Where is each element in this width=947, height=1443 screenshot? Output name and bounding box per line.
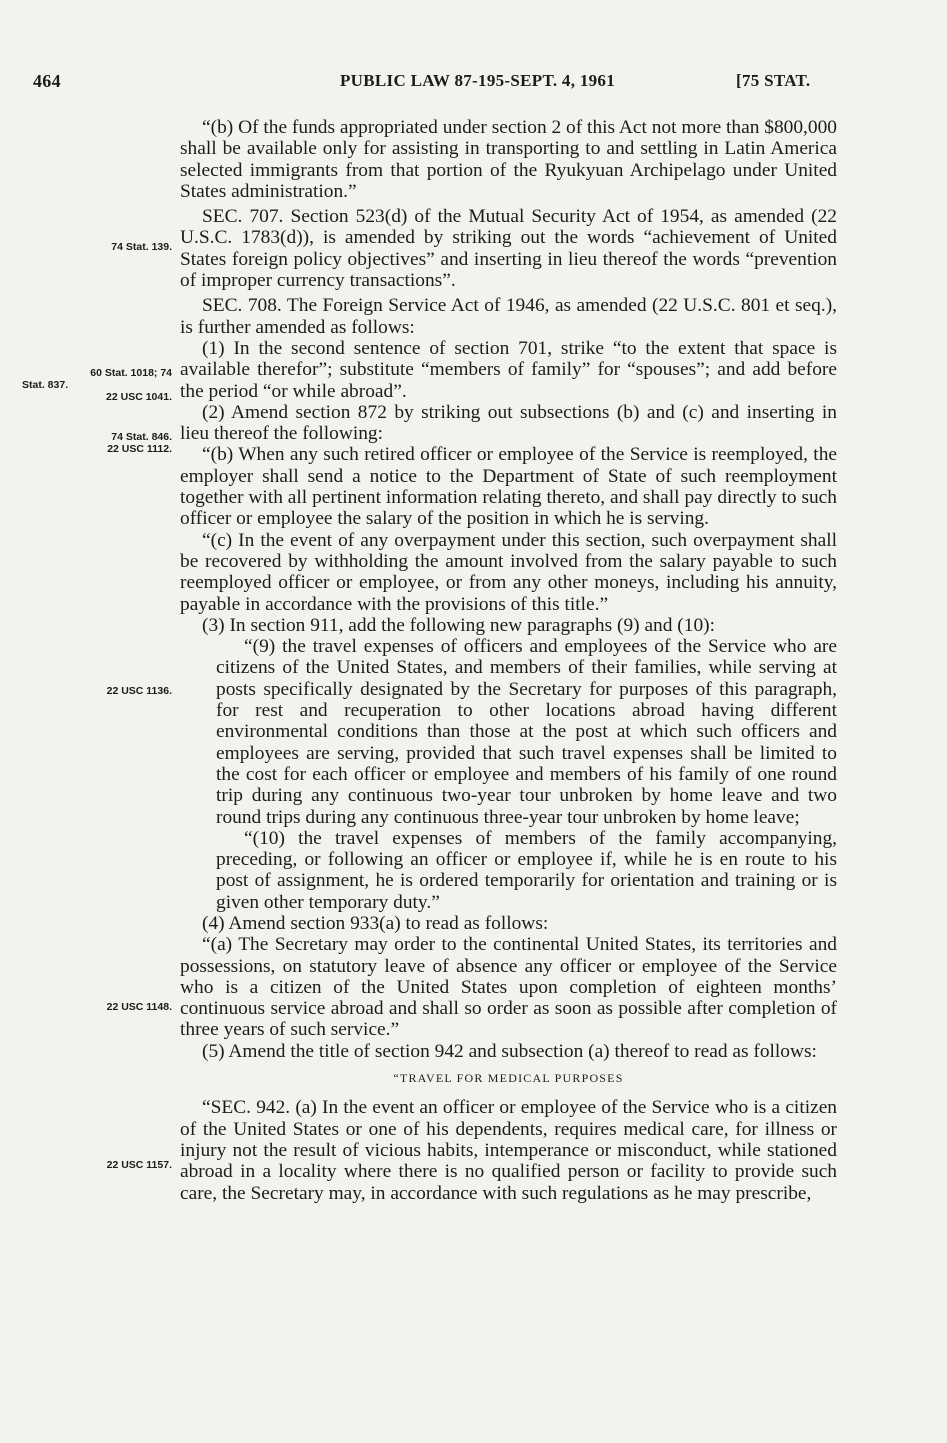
paragraph-amendment-4: (4) Amend section 933(a) to read as follows: [202, 912, 549, 934]
margin-note-line: 22 USC 1157. [106, 1159, 172, 1171]
margin-note-line: 74 Stat. 139. [111, 241, 172, 253]
section-heading: “TRAVEL FOR MEDICAL PURPOSES [393, 1071, 624, 1086]
paragraph-amendment-3: (3) In section 911, add the following new paragraphs (9) and (10): [202, 614, 715, 636]
margin-note [22, 1159, 172, 1171]
paragraph-quote-9: “(9) the travel expenses of officers and employees of the Service who are citizens of the United States, and members of their families, while serving at posts specifically designated by the Secretary for purposes of this paragraph, for rest and recuperation to other locations abroad having different environmental conditions than those at the post at which such officers and employees are serving, provided that such travel expenses shall be limited to the cost for each officer or employee and members of his family of one round trip during any continuous two-year tour unbroken by home leave and two round trips during any continuous three-year tour unbroken by home leave; [216, 636, 837, 828]
margin-note [22, 241, 172, 253]
margin-note-line: 60 Stat. 1018; 74 [90, 367, 172, 379]
paragraph-amendment-2: (2) Amend section 872 by striking out subsections (b) and (c) and inserting in lieu thereof the following: [180, 401, 837, 445]
page-number: 464 [33, 71, 61, 91]
paragraph-quote-b: “(b) When any such retired officer or employee of the Service is reemployed, the employer shall send a notice to the Department of State of such reemployment together with all pertinent information relating thereto, and shall pay directly to such officer or employee the salary of the position in which he is serving. [180, 444, 837, 530]
margin-note-line: 22 USC 1041. [106, 391, 172, 403]
paragraph-quote-10: “(10) the travel expenses of members of the family accompanying, preceding, or following an officer or employee if, while he is en route to his post of assignment, he is ordered temporarily for orientation and training or is given other temporary duty.” [216, 827, 837, 913]
paragraph-quote-c: “(c) In the event of any overpayment under this section, such overpayment shall be recovered by withholding the amount involved from the salary payable to such reemployed officer or employee, or from any other moneys, including his annuity, payable in accordance with the provisions of this title.” [180, 529, 837, 615]
paragraph-sec-942a: “SEC. 942. (a) In the event an officer or employee of the Service who is a citizen of the United States or one of his dependents, requires medical care, for illness or injury not the result of vicious habits, intemperance or misconduct, while stationed abroad in a locality where there is no qualified person or facility to provide such care, the Secretary may, in accordance with such regulations as he may prescribe, [180, 1097, 837, 1204]
paragraph-amendment-5: (5) Amend the title of section 942 and subsection (a) thereof to read as follows: [202, 1040, 817, 1062]
margin-note [22, 431, 172, 455]
running-title: PUBLIC LAW 87-195-SEPT. 4, 1961 [340, 71, 616, 90]
margin-note-line: 22 USC 1136. [106, 685, 172, 697]
margin-note [22, 685, 172, 697]
margin-note [22, 367, 172, 403]
paragraph-sec-708: SEC. 708. The Foreign Service Act of 1946, as amended (22 U.S.C. 801 et seq.), is further amended as follows: [180, 295, 837, 338]
margin-note [22, 1001, 172, 1013]
margin-note-line: Stat. 837. [22, 379, 69, 391]
body-text [180, 117, 837, 1204]
margin-note-line: 74 Stat. 846. [111, 431, 172, 443]
paragraph-quote-a: “(a) The Secretary may order to the continental United States, its territories and possessions, on statutory leave of absence any officer or employee of the Service who is a citizen of the United States upon completion of eighteen months’ continuous service abroad and shall so order as soon as possible after completion of three years of such service.” [180, 934, 837, 1041]
statute-reference: [75 STAT. [736, 71, 811, 90]
margin-note-line: 22 USC 1148. [106, 1001, 172, 1013]
paragraph-section-706b: “(b) Of the funds appropriated under section 2 of this Act not more than $800,000 shall be available only for assisting in transporting to and settling in Latin America selected immigrants from that portion of the Ryukyuan Archipelago under United States administration.” [180, 117, 837, 202]
paragraph-amendment-1: (1) In the second sentence of section 701, strike “to the extent that space is available therefor”; substitute “members of family” for “spouses”; and add before the period “or while abroad”. [180, 337, 837, 402]
margin-note-line: 22 USC 1112. [107, 443, 172, 455]
paragraph-sec-707: SEC. 707. Section 523(d) of the Mutual Security Act of 1954, as amended (22 U.S.C. 1783(d)), is amended by striking out the words “achievement of United States foreign policy objectives” and inserting in lieu thereof the words “prevention of improper currency transactions”. [180, 206, 837, 292]
